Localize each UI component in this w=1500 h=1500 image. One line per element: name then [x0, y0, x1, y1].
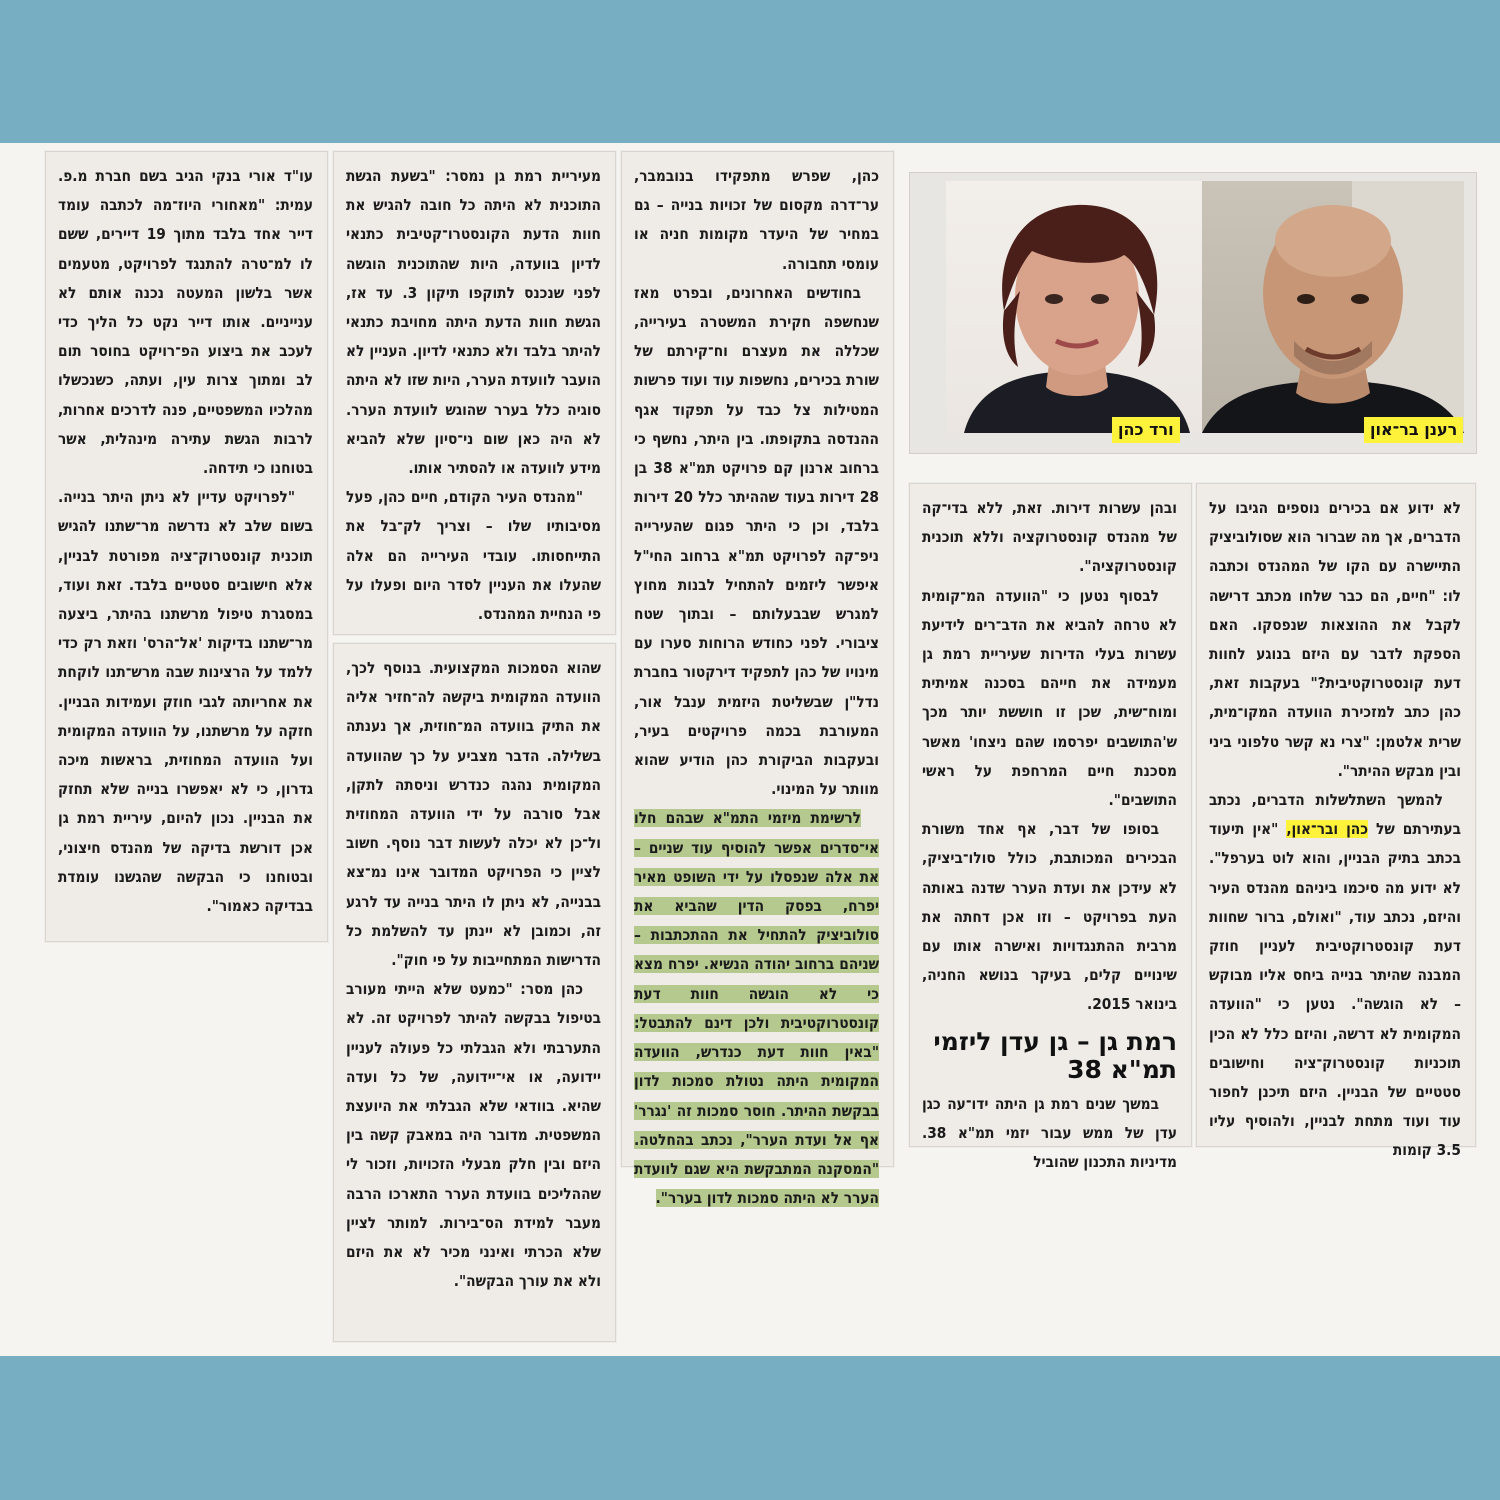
highlighted-paragraph — [634, 804, 879, 1213]
paragraph: ובהן עשרות דירות. זאת, ללא בדי־קה של מהנדס קונסטרוקציה וללא תוכנית קונסטרוקציה". — [922, 499, 1177, 576]
article-column-2-bottom — [333, 643, 616, 1342]
paragraph: לא ידוע אם בכירים נוספים הגיבו על הדברים, אך מה שברור הוא שסולוביציק התיישרה עם הקו של המהנדס וכתבה לו: "חיים, הם כבר שלחו מכתב דרישה לקבל את ההוצאות שנפסקו. האם הספקת לדבר עם היזם בנוגע לחוות דעת קונסטרוקטיבית?" בעקבות זאת, כהן כתב למזכירת הוועדה המקו־מית, שרית אלטמן: "צרי נא קשר טלפוני ביני ובין מבקש ההיתר". — [1209, 499, 1461, 780]
paragraph: כהן מסר: "כמעט שלא הייתי מעורב בטיפול בבקשה להיתר לפרויקט זה. לא התערבתי ולא הגבלתי כל פעולה לעניין יידועה, או אי־יידועה, של כל ועדה שהיא. בוודאי שלא הגבלתי את היועצת המשפטית. מדובר היה במאבק קשה בין היזם ובין חלק מבעלי הזכויות, וזכור לי שההליכים בוועדת הערר התארכו הרבה מעבר למידת הס־בירות. למותר לציין שלא הכרתי ואינני מכיר לא את היזם ולא את עורך הבקשה". — [346, 980, 601, 1291]
paragraph: "מהנדס העיר הקודם, חיים כהן, פעל מסיבותיו שלו – וצריך לק־בל את התייחסותו. עובדי העירייה הם אלה שהעלו את העניין לסדר היום ופעלו על פי הנחיית המהנדס. — [346, 488, 601, 624]
article-column-1 — [45, 151, 328, 942]
green-highlight: לרשימת מיזמי התמ"א שבהם חלו אי־סדרים אפשר להוסיף עוד שניים – את אלה שנפסלו על ידי השופט מאיר יפרח, בפסק הדין שהביא את סולוביציק להתחיל את ההתכתבות – שניהם ברחוב יהודה הנשיא. יפרח מצא כי לא הוגשה חוות דעת קונסטרוקטיבית ולכן דינם להתבטל: "באין חוות דעת כנדרש, הוועדה המקומית היתה נטולת סמכות לדון בבקשת ההיתר. חוסר סמכות זה 'נגרר' אף אל ועדת הערר", נכתב בהחלטה. "המסקנה המתבקשת היא שגם לוועדת הערר לא היתה סמכות לדון בערר". — [634, 809, 879, 1208]
paragraph: מעיריית רמת גן נמסר: "בשעת הגשת התוכנית לא היתה כל חובה להגיש את חוות הדעת הקונסטרו־קטיבית כתנאי לדיון בוועדה, היות שהתוכנית הוגשה לפני שנכנס לתוקפו תיקון 3. עד אז, הגשת חוות הדעת היתה מחויבת כתנאי להיתר בלבד ולא כתנאי לדיון. העניין לא הועבר לוועדת הערר, היות שזו לא היתה סוגיה כלל בערר שהוגש לוועדת הערר. לא היה כאן שום ני־סיון שלא להביא מידע לוועדה או להסתיר אותו. — [346, 167, 601, 478]
portrait-photo-vered-cohen — [946, 181, 1208, 433]
paragraph: "לפרויקט עדיין לא ניתן היתר בנייה. בשום שלב לא נדרשה מר־שתנו להגיש תוכנית קונסטרוק־ציה מפורטת לבניין, אלא חישובים סטטיים בלבד. זאת ועוד, במסגרת טיפול מרשתנו בהיתר, ביצעה מר־שתנו בדיקות 'אל־הרס' וזאת רק כדי ללמד על הרצינות שבה מרש־תנו לוקחת את אחריותה לגבי חוזק ועמידות הבניין. חזקה על מרשתנו, על הוועדה המקומית ועל הוועדה המחוזית, בראשות מיכה גדרון, כי לא יאפשרו בנייה שלא תחזק את הבניין. נכון להיום, עיריית רמת גן אכן דורשת בדיקה של מהנדס חיצוני, ובטוחנו כי הבקשה שהגשנו עומדת בבדיקה כאמור". — [58, 488, 313, 916]
paragraph: בחודשים האחרונים, ובפרט מאז שנחשפה חקירת המשטרה בעירייה, שכללה את מעצרם וח־קירתם של שורת בכירים, נחשפות עוד ועוד פרשות המטילות צל כבד על תפקוד אגף ההנדסה בתקופתו. בין היתר, נחשף כי ברחוב ארנון קם פרויקט תמ"א 38 בן 28 דירות בעוד שההיתר כלל 20 דירות בלבד, וכן כי היתר פגום שהעירייה ניפ־קה לפרויקט תמ"א ברחוב החי"ל איפשר ליזמים להתחיל לבנות מחוץ למגרש שבבעלותם – ובתוך שטח ציבורי. לפני כחודש הרוחות סערו עם מינויו של כהן לתפקיד דירקטור בחברת נדל"ן שבשליטת היזמית ענבל אור, המעורבת בכמה פרויקטים בעיר, ובעקבות הביקורת כהן הודיע שהוא מוותר על המינוי. — [634, 283, 879, 799]
paragraph: שהוא הסמכות המקצועית. בנוסף לכך, הוועדה המקומית ביקשה לה־חזיר אליה את התיק בוועדה המ־חוזית, אך נענתה בשלילה. הדבר מצביע על כך שהוועדה המקומית נהגה כנדרש וניסתה לתקן, אבל סורבה על ידי הוועדה המחוזית ול־כן לא יכלה לעשות דבר נוסף. חשוב לציין כי הפרויקט המדובר אינו נמ־צא בבנייה, לא ניתן לו היתר בנייה עד לרגע זה, וכמובן לא יינתן עד להשלמת כל הדרישות המתחייבות על פי חוק". — [346, 659, 601, 970]
section-subheading: רמת גן – גן עדן ליזמי תמ"א 38 — [933, 1026, 1177, 1084]
column-text — [622, 152, 893, 1213]
article-column-4 — [909, 483, 1192, 1172]
article-column-3 — [621, 151, 894, 1208]
column-text — [1197, 484, 1475, 1166]
paragraph — [1209, 786, 1461, 1166]
column-text — [910, 484, 1191, 1177]
column-text — [334, 644, 615, 1296]
paragraph: עו"ד אורי בנקי הגיב בשם חברת מ.פ. עמית: "מאחורי היוז־מה לכתבה עומד דייר אחד בלבד מתוך 19 דיירים, ששם לו למ־טרה להתנגד לפרויקט, מטעמים אשר בלשון המעטה נכנה אותם לא ענייניים. אותו דייר נקט כל הליך כדי לעכב את ביצוע הפ־רויקט בחוסר תום לב ומתוך צרות עין, ועתה, כשנכשלו מהלכיו המשפטיים, פנה לדרכים אחרות, לרבות הגשת עתירה מינהלית, אשר בטוחנו כי תידחה. — [58, 167, 314, 478]
article-column-2-top — [333, 151, 616, 635]
paragraph-start: להמשך השתלשלות הדברים, נכתב בעתירתם של — [1209, 791, 1462, 839]
paragraph: כהן, שפרש מתפקידו בנובמבר, ער־דרה מקסום של זכויות בנייה – גם במחיר של היעדר מקומות חניה או עומסי תחבורה. — [634, 167, 879, 273]
column-text — [46, 152, 327, 921]
portraits-box — [909, 172, 1477, 454]
paragraph-rest: "אין תיעוד בכתב בתיק הבניין, והוא לוט בערפל". לא ידוע מה סיכמו ביניהם מהנדס העיר והיזם, נכתב עוד, "ואולם, ברור שחוות דעת קונסטרוקטיבית לעניין חוזק המבנה שהיתר בנייה ביחס אליו מבוקש – לא הוגשה". נטען כי "הוועדה המקומית לא דרשה, והיזם כלל לא הכין תוכניות קונסטרוק־ציה וחישובים סטטיים של הבניין. היזם תיכנן לחפור עוד ועוד מתחת לבניין, ולהוסיף עליו 3.5 קומות — [1209, 820, 1461, 1160]
caption-vered-cohen: ורד כהן — [1112, 417, 1180, 443]
article-column-5 — [1196, 483, 1476, 1160]
yellow-highlight: כהן ובר־און, — [1286, 820, 1369, 839]
column-text — [334, 152, 615, 629]
caption-raanan-bar-on: רענן בר־און — [1364, 417, 1463, 443]
paragraph: במשך שנים רמת גן היתה ידו־עה כגן עדן של ממש עבור יזמי תמ"א 38. מדיניות התכנון שהוביל — [922, 1094, 1177, 1172]
paragraph: לבסוף נטען כי "הוועדה המ־קומית לא טרחה להביא את הדב־רים לידיעת עשרות בעלי הדירות שעיריית רמת גן מעמידה את חייהם בסכנה אמיתית ומוח־שית, שכן זו חוששת יותר מכך ש'התושבים יפרסמו שהם ניצחו' מאשר מסכנת חיים המרחפת על ראשי התושבים". — [922, 586, 1177, 810]
portrait-photo-raanan-bar-on — [1202, 181, 1464, 433]
paragraph: בסופו של דבר, אף אחד משורת הבכירים המכותבת, כולל סולו־ביציק, לא עידכן את ועדת הערר שדנה באותה העת בפרויקט – וזו אכן דחתה את מרבית ההתנגדויות ואישרה אותו עם שינויים קלים, בעיקר בנושא החניה, בינואר 2015. — [922, 820, 1177, 1014]
man-portrait-icon — [1202, 181, 1464, 433]
woman-portrait-icon — [946, 181, 1208, 433]
